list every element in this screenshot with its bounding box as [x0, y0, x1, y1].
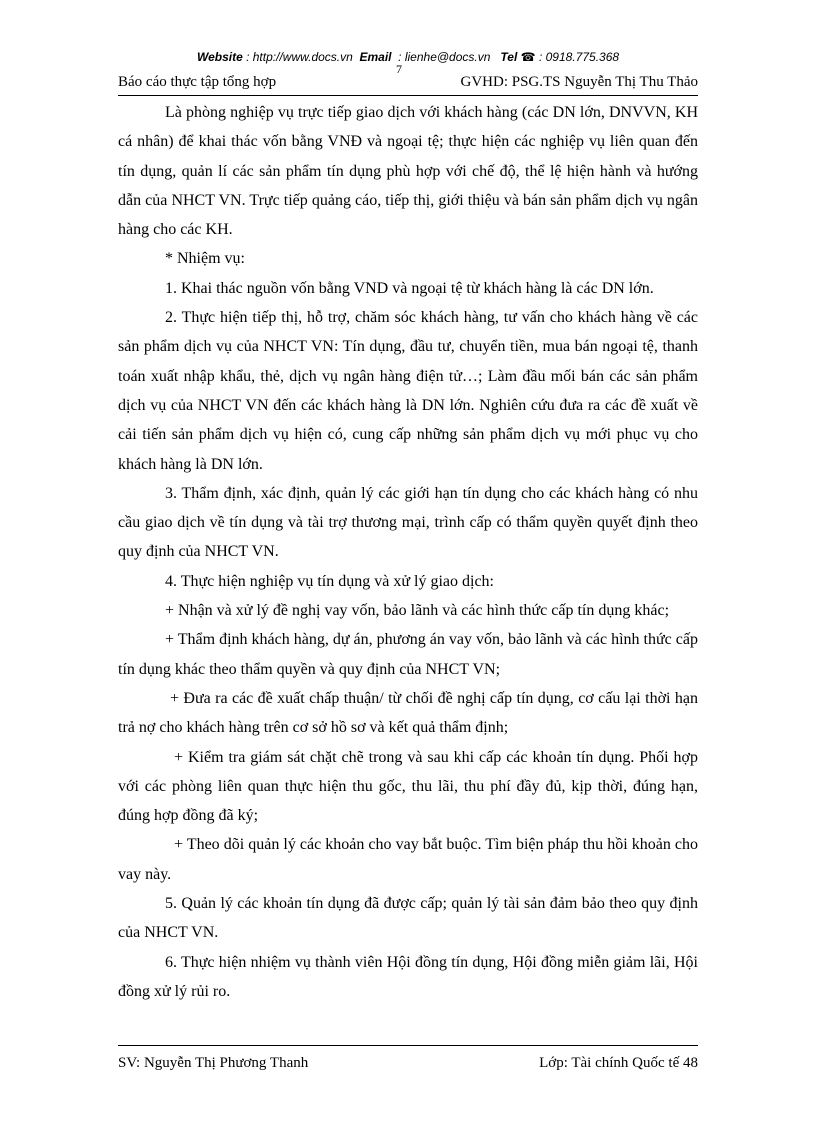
paragraph: + Kiểm tra giám sát chặt chẽ trong và sau khi cấp các khoản tín dụng. Phối hợp với các phòng liên quan thực hiện thu gốc, thu lãi, thu phí đầy đủ, kịp thời, đúng hạn, đúng hợp đồng đã ký; — [118, 748, 698, 825]
paragraph: 2. Thực hiện tiếp thị, hỗ trợ, chăm sóc khách hàng, tư vấn cho khách hàng về các sản phẩm dịch vụ của NHCT VN: Tín dụng, đầu tư, chuyển tiền, mua bán ngoại tệ, thanh toán xuất nhập khẩu, thẻ, dịch vụ ngân hàng điện tử…; Làm đầu mối bán các sản phẩm dịch vụ của NHCT VN đến các khách hàng là DN lớn. Nghiên cứu đưa ra các đề xuất về cải tiến sản phẩm dịch vụ hiện có, cung cấp những sản phẩm dịch vụ mới phục vụ cho khách hàng là DN lớn. — [118, 309, 698, 473]
paragraph: + Thẩm định khách hàng, dự án, phương án vay vốn, bảo lãnh và các hình thức cấp tín dụng khác theo thẩm quyền và quy định của NHCT VN; — [118, 631, 698, 678]
document-body — [118, 98, 698, 1006]
page-number: 7 — [396, 62, 402, 76]
website-bar — [118, 50, 698, 64]
paragraph: 6. Thực hiện nhiệm vụ thành viên Hội đồng tín dụng, Hội đồng miễn giảm lãi, Hội đồng xử lý rủi ro. — [118, 953, 698, 1000]
student-name: SV: Nguyễn Thị Phương Thanh — [118, 1055, 309, 1071]
tel-number: : 0918.775.368 — [538, 50, 620, 64]
paragraph: 5. Quản lý các khoản tín dụng đã được cấp; quản lý tài sản đảm bảo theo quy định của NHCT VN. — [118, 895, 698, 942]
paragraph: + Đưa ra các đề xuất chấp thuận/ từ chối đề nghị cấp tín dụng, cơ cấu lại thời hạn trả nợ cho khách hàng trên cơ sở hồ sơ và kết quả thẩm định; — [118, 689, 698, 737]
paragraph: 4. Thực hiện nghiệp vụ tín dụng và xử lý giao dịch: — [165, 572, 494, 590]
paragraph: Là phòng nghiệp vụ trực tiếp giao dịch với khách hàng (các DN lớn, DNVVN, KH cá nhân) để khai thác vốn bằng VNĐ và ngoại tệ; thực hiện các nghiệp vụ liên quan đến tín dụng, quản lí các sản phẩm tín dụng phù hợp với chế độ, thể lệ hiện hành và hướng dẫn của NHCT VN. Trực tiếp quảng cáo, tiếp thị, giới thiệu và bán sản phẩm dịch vụ ngân hàng cho các KH. — [118, 104, 698, 239]
page-header — [118, 74, 698, 96]
paragraph: + Nhận và xử lý đề nghị vay vốn, bảo lãnh và các hình thức cấp tín dụng khác; — [165, 602, 670, 620]
paragraph: 1. Khai thác nguồn vốn bằng VND và ngoại tệ từ khách hàng là các DN lớn. — [165, 279, 654, 297]
website-url[interactable]: : http://www.docs.vn — [246, 50, 353, 64]
tel-label: Tel — [500, 50, 518, 64]
supervisor: GVHD: PSG.TS Nguyễn Thị Thu Thảo — [460, 74, 698, 90]
report-title: Báo cáo thực tập tổng hợp — [118, 74, 277, 90]
paragraph: 3. Thẩm định, xác định, quản lý các giới hạn tín dụng cho các khách hàng có nhu cầu giao dịch về tín dụng và tài trợ thương mại, trình cấp có thẩm quyền quyết định theo quy định của NHCT VN. — [118, 484, 698, 561]
email-address[interactable]: : lienhe@docs.vn — [398, 50, 491, 64]
page-footer — [118, 1045, 698, 1075]
paragraph: * Nhiệm vụ: — [165, 250, 245, 268]
email-label: Email — [359, 50, 392, 64]
website-label: Website — [196, 50, 243, 64]
phone-icon: ☎ — [520, 50, 536, 64]
paragraph: + Theo dõi quản lý các khoản cho vay bắt buộc. Tìm biện pháp thu hồi khoản cho vay này. — [118, 836, 698, 883]
class-name: Lớp: Tài chính Quốc tế 48 — [539, 1055, 698, 1071]
